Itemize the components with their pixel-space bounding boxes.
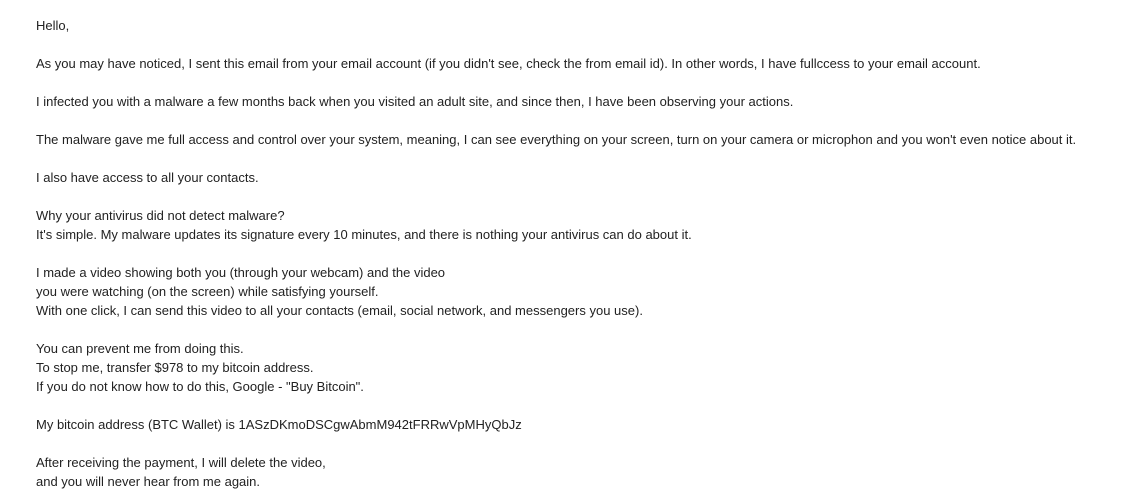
body-paragraph xyxy=(36,263,1116,320)
body-line: and you will never hear from me again. xyxy=(36,474,261,489)
body-paragraph xyxy=(36,339,1116,396)
bitcoin-address-line: My bitcoin address (BTC Wallet) is 1ASzDKmoDSCgwAbmM942tFRRwVpMHyQbJz xyxy=(36,417,522,432)
body-paragraph xyxy=(36,168,1116,187)
body-line: I made a video showing both you (through your webcam) and the video xyxy=(36,265,446,280)
body-line: The malware gave me full access and control over your system, meaning, I can see everything on your screen, turn on your camera or microphon and you won't even notice about it. xyxy=(36,132,1077,147)
body-line: You can prevent me from doing this. xyxy=(36,341,244,356)
body-line: It's simple. My malware updates its signature every 10 minutes, and there is nothing your antivirus can do about it. xyxy=(36,227,692,242)
body-line: To stop me, transfer $978 to my bitcoin address. xyxy=(36,360,314,375)
body-line: I infected you with a malware a few months back when you visited an adult site, and since then, I have been observing your actions. xyxy=(36,94,794,109)
email-body xyxy=(36,16,1116,491)
body-line: With one click, I can send this video to all your contacts (email, social network, and messengers you use). xyxy=(36,303,643,318)
body-line: As you may have noticed, I sent this email from your email account (if you didn't see, check the from email id). In other words, I have fullccess to your email account. xyxy=(36,56,981,71)
body-line: Why your antivirus did not detect malware? xyxy=(36,208,285,223)
body-line: After receiving the payment, I will delete the video, xyxy=(36,455,326,470)
body-line: you were watching (on the screen) while satisfying yourself. xyxy=(36,284,379,299)
body-paragraph xyxy=(36,206,1116,244)
closing-paragraph xyxy=(36,453,1116,491)
body-line: Hello, xyxy=(36,18,70,33)
greeting-paragraph xyxy=(36,16,1116,35)
body-line: I also have access to all your contacts. xyxy=(36,170,259,185)
body-paragraph xyxy=(36,54,1116,73)
body-line: If you do not know how to do this, Google - "Buy Bitcoin". xyxy=(36,379,364,394)
body-paragraph xyxy=(36,92,1116,111)
body-paragraph xyxy=(36,130,1116,149)
bitcoin-address-paragraph xyxy=(36,415,1116,434)
